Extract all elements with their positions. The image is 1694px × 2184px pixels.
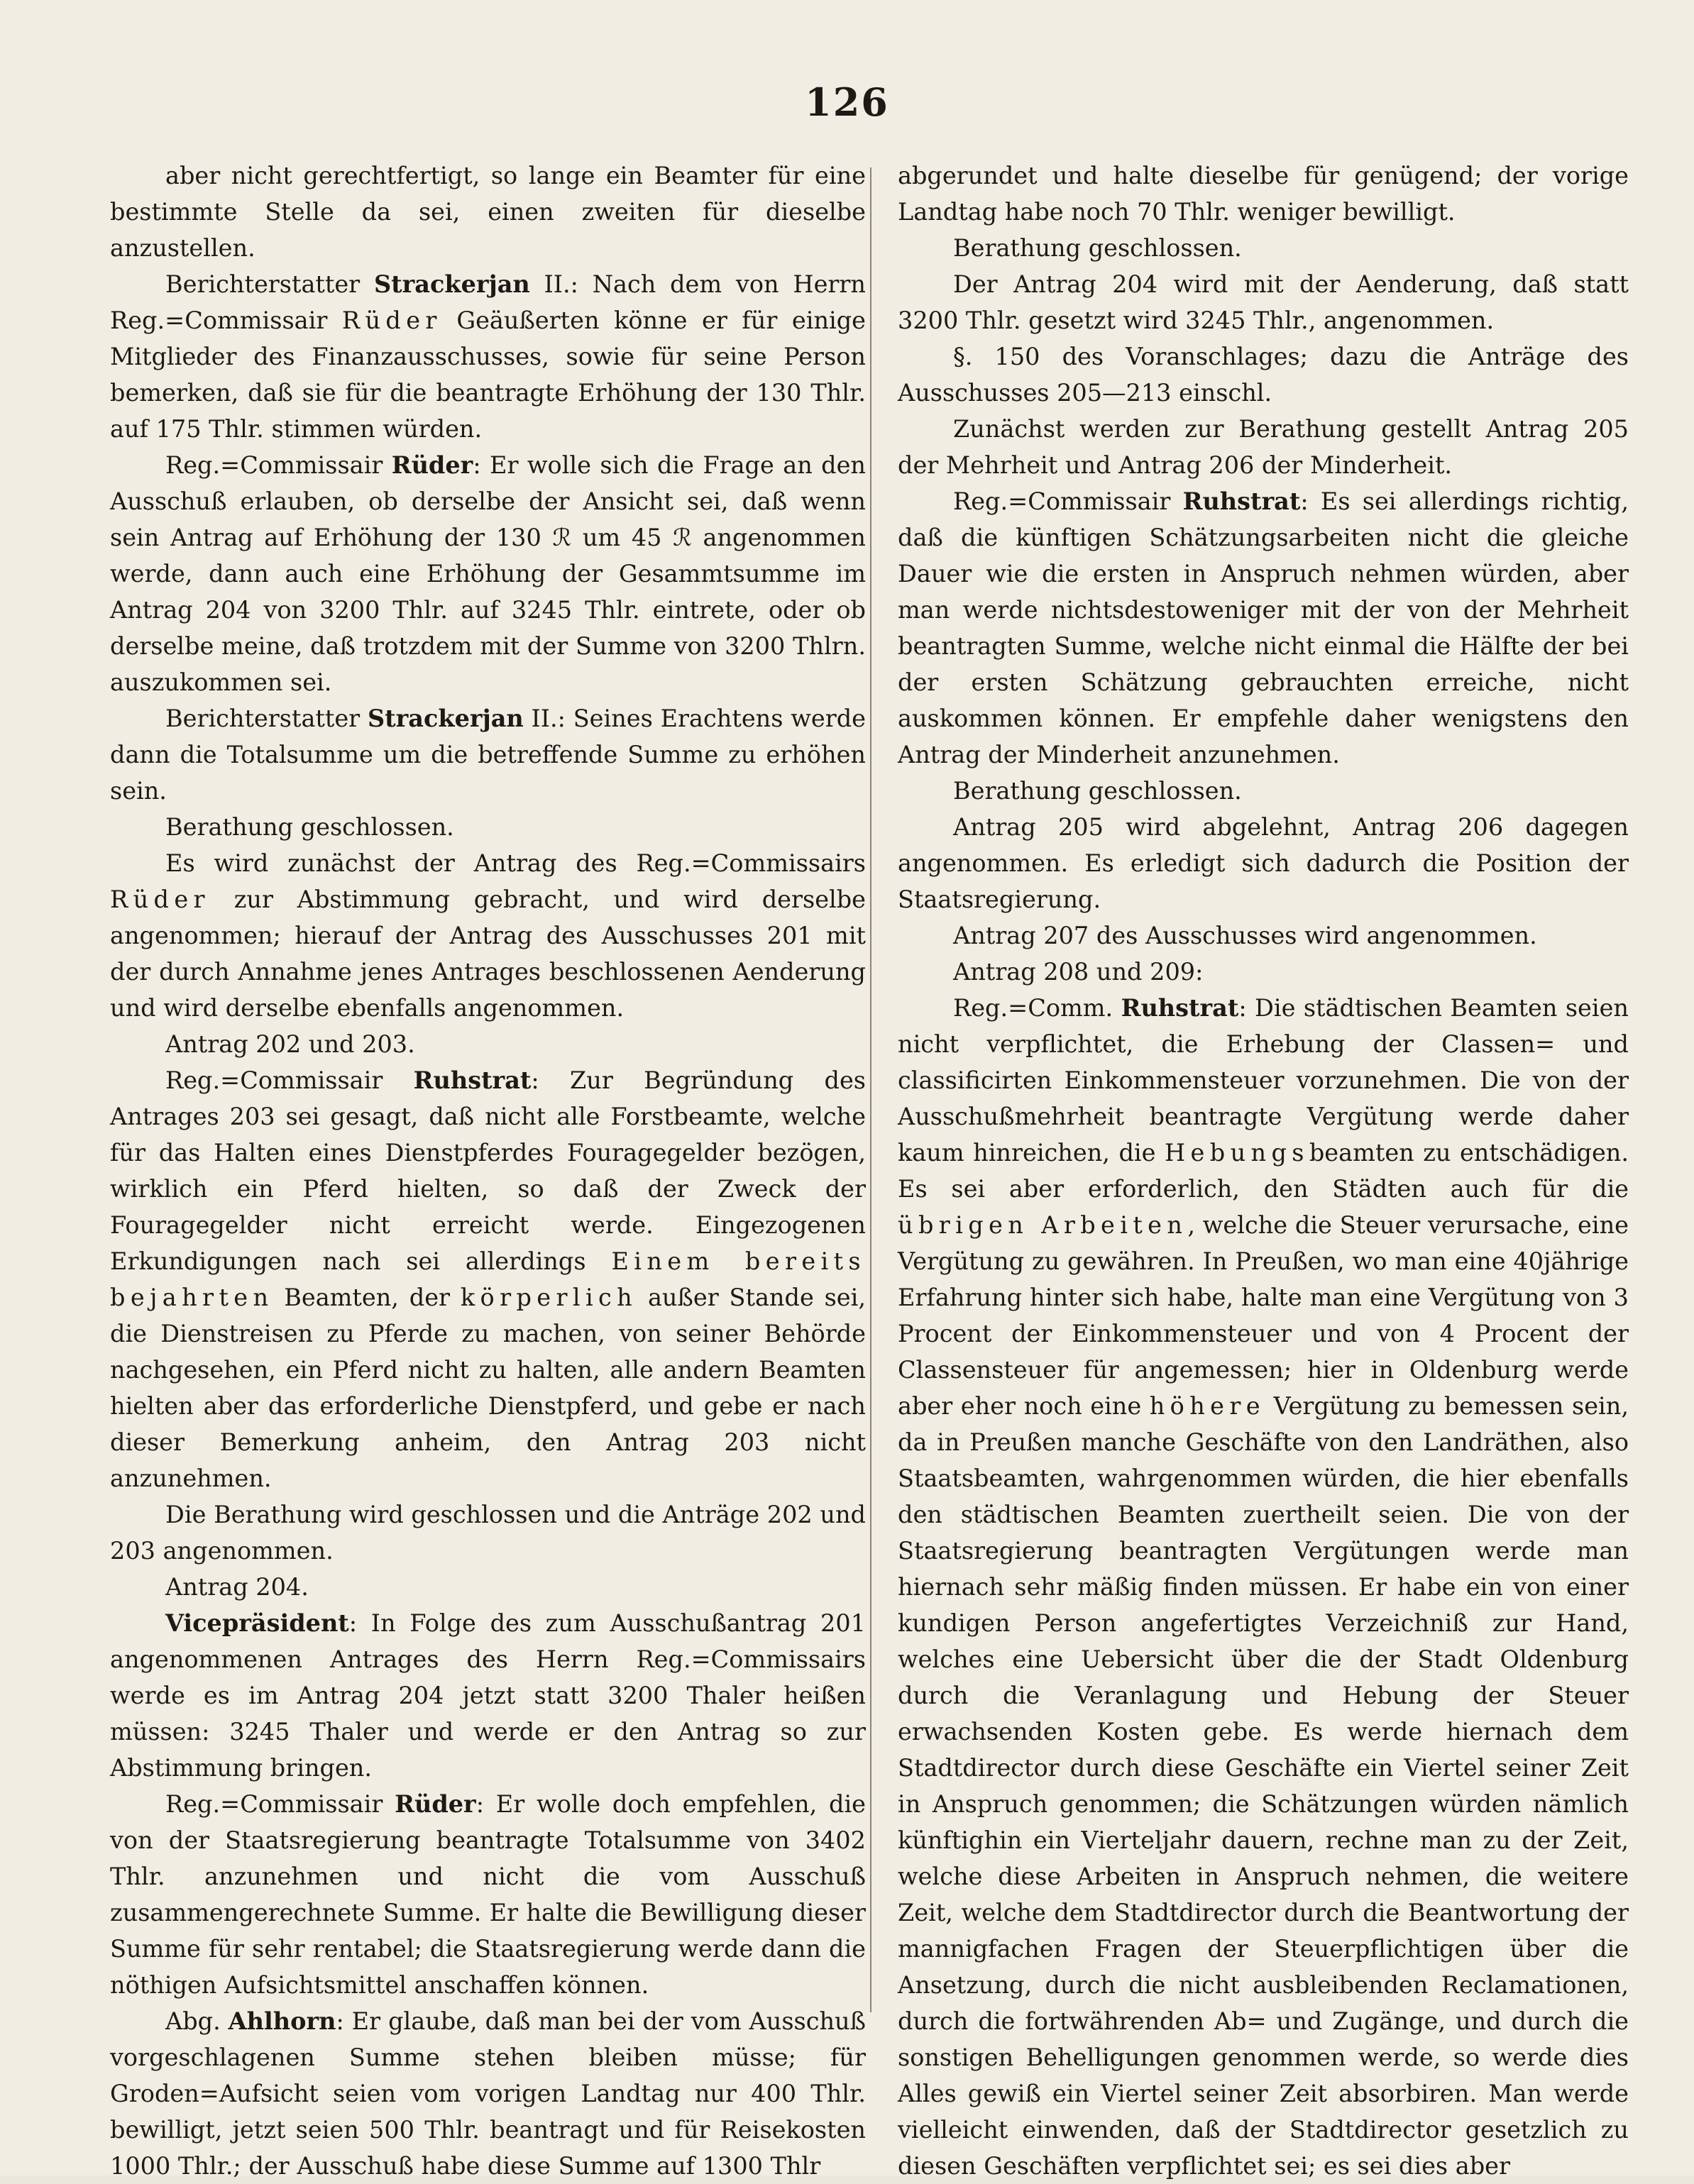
paragraph xyxy=(898,158,1629,230)
emphasized-text: körperlich xyxy=(460,1284,638,1311)
speaker-name: Rüder xyxy=(391,451,473,479)
text-segment: Es wird zunächst der Antrag des Reg.=Commissairs xyxy=(165,849,866,877)
paragraph xyxy=(110,845,866,1026)
paragraph xyxy=(110,1062,866,1496)
paragraph xyxy=(110,700,866,809)
paragraph xyxy=(898,266,1629,338)
paragraph xyxy=(898,338,1629,411)
text-segment: Berichterstatter xyxy=(165,705,368,732)
text-segment: Antrag 202 und 203. xyxy=(165,1030,415,1058)
text-segment: : Es sei allerdings richtig, daß die künftigen Schätzungsarbeiten nicht die gleiche Dauer wie die ersten in Anspruch nehmen würden, aber man werde nichtsdestoweniger mit der von der Mehrheit beantragten Summe, welche nicht einmal die Hälfte der bei der ersten Schätzung gebrauchten erreiche, nicht auskommen können. Er empfehle daher wenigstens den Antrag der Minderheit anzunehmen. xyxy=(898,487,1629,768)
text-segment: Geäußerten könne er für einige Mitglieder des Finanzausschusses, sowie für seine Person bemerken, daß sie für die beantragte Erhöhung der 130 Thlr. auf 175 Thlr. stimmen würden. xyxy=(110,307,867,443)
text-segment: Zunächst werden zur Berathung gestellt Antrag 205 der Mehrheit und Antrag 206 der Minderheit. xyxy=(898,415,1629,479)
paragraph xyxy=(110,1786,866,2003)
text-segment: aber nicht gerechtfertigt, so lange ein Beamter für eine bestimmte Stelle da sei, einen zweiten für dieselbe anzustellen. xyxy=(110,162,866,262)
paragraph xyxy=(110,158,866,266)
text-segment: Reg.=Comm. xyxy=(953,994,1121,1022)
paragraph xyxy=(110,1496,866,1569)
speaker-name: Vicepräsident xyxy=(165,1609,349,1637)
text-segment: Reg.=Commissair xyxy=(165,1790,395,1818)
paragraph xyxy=(110,1026,866,1062)
emphasized-text: Rüder xyxy=(341,307,442,334)
speaker-name: Ruhstrat xyxy=(1121,994,1239,1022)
text-segment: II.: Seines Erachtens werde dann die Totalsumme um die betreffende Summe zu erhöhen sein. xyxy=(110,705,866,805)
text-segment: , welche die Steuer verursache, eine Vergütung zu gewähren. In Preußen, wo man eine 40jährige Erfahrung hinter sich habe, halte man eine Vergütung von 3 Procent der Einkommensteuer und von 4 Procent der Classensteuer für angemessen; hier in Oldenburg werde aber eher noch eine xyxy=(898,1211,1629,1420)
text-segment: : In Folge des zum Ausschußantrag 201 angenommenen Antrages des Herrn Reg.=Commissairs werde es im Antrag 204 jetzt statt 3200 Thaler heißen müssen: 3245 Thaler und werde er den Antrag so zur Abstimmung bringen. xyxy=(110,1609,866,1782)
speaker-name: Rüder xyxy=(395,1790,476,1818)
text-segment: Reg.=Commissair xyxy=(165,1066,414,1094)
emphasized-text: Einem bereits bejahrten xyxy=(110,1247,866,1311)
paragraph xyxy=(898,917,1629,954)
emphasized-text: Rüder xyxy=(110,886,210,913)
text-segment: Berathung geschlossen. xyxy=(953,234,1242,262)
text-segment: abgerundet und halte dieselbe für genügend; der vorige Landtag habe noch 70 Thlr. weniger bewilligt. xyxy=(898,162,1629,226)
text-segment: Der Antrag 204 wird mit der Aenderung, daß statt 3200 Thlr. gesetzt wird 3245 Thlr., angenommen. xyxy=(898,270,1629,334)
right-column xyxy=(898,158,1629,2184)
paragraph xyxy=(898,483,1629,773)
left-column xyxy=(110,158,866,2184)
speaker-name: Ruhstrat xyxy=(1182,487,1301,515)
speaker-name: Strackerjan xyxy=(367,705,524,732)
paragraph xyxy=(898,411,1629,483)
text-segment: : Zur Begründung des Antrages 203 sei gesagt, daß nicht alle Forstbeamte, welche für das Halten eines Dienstpferdes Fouragegelder bezögen, wirklich ein Pferd hielten, so daß der Zweck der Fouragegelder nicht erreicht werde. Eingezogenen Erkundigungen nach sei allerdings xyxy=(110,1066,866,1275)
paragraph xyxy=(898,773,1629,809)
text-segment: Berathung geschlossen. xyxy=(953,777,1242,805)
emphasized-text: übrigen Arbeiten xyxy=(898,1211,1188,1239)
paragraph xyxy=(898,990,1629,2184)
text-segment: Die Berathung wird geschlossen und die Anträge 202 und 203 angenommen. xyxy=(110,1501,866,1565)
text-segment: II.: Nach dem von Herrn Reg.=Commissair xyxy=(110,270,866,334)
speaker-name: Ruhstrat xyxy=(413,1066,532,1094)
text-segment: : Er wolle doch empfehlen, die von der Staatsregierung beantragte Totalsumme von 3402 Thlr. anzunehmen und nicht die vom Ausschuß zusammengerechnete Summe. Er halte die Bewilligung dieser Summe für sehr rentabel; die Staatsregierung werde dann die nöthigen Aufsichtsmittel anschaffen können. xyxy=(110,1790,866,1999)
paragraph xyxy=(110,447,866,700)
column-divider xyxy=(870,167,871,2012)
text-segment: : Er glaube, daß man bei der vom Ausschuß vorgeschlagenen Summe stehen bleiben müsse; für Groden=Aufsicht seien vom vorigen Landtag nur 400 Thlr. bewilligt, jetzt seien 500 Thlr. beantragt und für Reisekosten 1000 Thlr.; der Ausschuß habe diese Summe auf 1300 Thlr xyxy=(110,2007,866,2180)
text-segment: Antrag 207 des Ausschusses wird angenommen. xyxy=(953,922,1537,949)
speaker-name: Ahlhorn xyxy=(228,2007,336,2035)
paragraph xyxy=(898,230,1629,266)
text-segment: beamten zu entschädigen. Es sei aber erforderlich, den Städten auch für die xyxy=(898,1139,1629,1203)
paragraph xyxy=(110,1605,866,1786)
text-segment: Antrag 204. xyxy=(165,1573,309,1601)
emphasized-text: höhere xyxy=(1149,1392,1265,1420)
speaker-name: Strackerjan xyxy=(373,270,530,298)
text-segment: Beamten, der xyxy=(273,1284,461,1311)
text-segment: §. 150 des Voranschlages; dazu die Anträge des Ausschusses 205—213 einschl. xyxy=(898,343,1629,407)
text-segment: Reg.=Commissair xyxy=(165,451,392,479)
text-segment: außer Stande sei, die Dienstreisen zu Pferde zu machen, von seiner Behörde nachgesehen, ein Pferd nicht zu halten, alle andern Beamten hielten aber das erforderliche Dienstpferd, und gebe er nach dieser Bemerkung anheim, den Antrag 203 nicht anzunehmen. xyxy=(110,1284,866,1492)
text-segment: Reg.=Commissair xyxy=(953,487,1183,515)
text-segment: Abg. xyxy=(165,2007,229,2035)
paragraph xyxy=(110,809,866,845)
text-segment: Antrag 205 wird abgelehnt, Antrag 206 dagegen angenommen. Es erledigt sich dadurch die Position der Staatsregierung. xyxy=(898,813,1629,913)
emphasized-text: Hebungs xyxy=(1164,1139,1309,1167)
text-segment: Berathung geschlossen. xyxy=(165,813,454,841)
paragraph xyxy=(898,954,1629,990)
paragraph xyxy=(110,266,866,447)
text-segment: Antrag 208 und 209: xyxy=(953,958,1204,986)
text-segment: Berichterstatter xyxy=(165,270,374,298)
paragraph xyxy=(110,2003,866,2184)
paragraph xyxy=(110,1569,866,1605)
text-segment: Vergütung zu bemessen sein, da in Preußen manche Geschäfte von den Landräthen, also Staatsbeamten, wahrgenommen würden, die hier ebenfalls den städtischen Beamten zuertheilt seien. Die von der Staatsregierung beantragten Vergütungen werde man hiernach sehr mäßig finden müssen. Er habe ein von einer kundigen Person angefertigtes Verzeichniß zur Hand, welches eine Uebersicht über die der Stadt Oldenburg durch die Veranlagung und Hebung der Steuer erwachsenden Kosten gebe. Es werde hiernach dem Stadtdirector durch diese Geschäfte ein Viertel seiner Zeit in Anspruch genommen; die Schätzungen würden nämlich künftighin ein Vierteljahr dauern, rechne man zu der Zeit, welche diese Arbeiten in Anspruch nehmen, die weitere Zeit, welche dem Stadtdirector durch die Beantwortung der mannigfachen Fragen der Steuerpflichtigen über die Ansetzung, durch die nicht ausbleibenden Reclamationen, durch die fortwährenden Ab= und Zugänge, und durch die sonstigen Behelligungen genommen werde, so werde dies Alles gewiß ein Viertel seiner Zeit absorbiren. Man werde vielleicht einwenden, daß der Stadtdirector gesetzlich zu diesen Geschäften verpflichtet sei; es sei dies aber xyxy=(898,1392,1629,2180)
text-segment: : Er wolle sich die Frage an den Ausschuß erlauben, ob derselbe der Ansicht sei, daß wenn sein Antrag auf Erhöhung der 130 ℛ um 45 ℛ angenommen werde, dann auch eine Erhöhung der Gesammtsumme im Antrag 204 von 3200 Thlr. auf 3245 Thlr. eintrete, oder ob derselbe meine, daß trotzdem mit der Summe von 3200 Thlrn. auszukommen sei. xyxy=(110,451,866,696)
page-number: 126 xyxy=(805,79,889,125)
paragraph xyxy=(898,809,1629,917)
text-segment: : Die städtischen Beamten seien nicht verpflichtet, die Erhebung der Classen= und classificirten Einkommensteuer vorzunehmen. Die von der Ausschußmehrheit beantragte Vergütung werde daher kaum hinreichen, die xyxy=(898,994,1629,1167)
text-segment: zur Abstimmung gebracht, und wird derselbe angenommen; hierauf der Antrag des Ausschusses 201 mit der durch Annahme jenes Antrages beschlossenen Aenderung und wird derselbe ebenfalls angenommen. xyxy=(110,886,866,1022)
